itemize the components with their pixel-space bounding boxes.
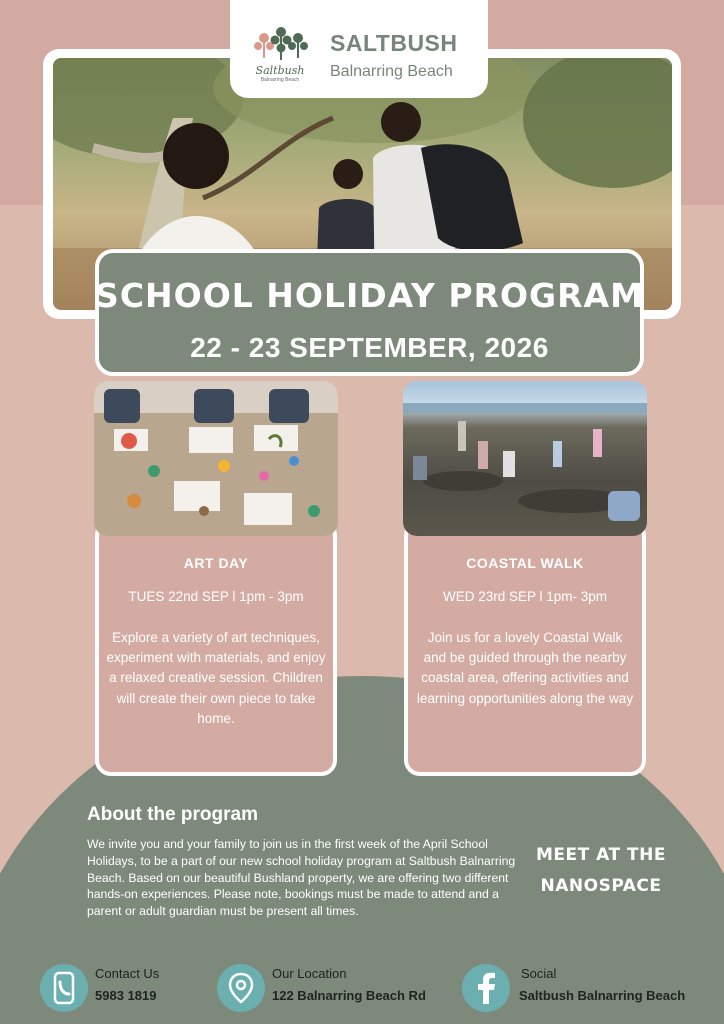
- program-dates: 22 - 23 SEPTEMBER, 2026: [190, 332, 549, 363]
- brand-name: SALTBUSH: [330, 30, 458, 56]
- craft-table-illustration: [94, 381, 338, 536]
- meeting-point: [536, 840, 666, 902]
- coastal-walk-title: COASTAL WALK: [466, 555, 584, 571]
- contact-phone[interactable]: 5983 1819: [95, 988, 157, 1003]
- brand-location: Balnarring Beach: [330, 63, 453, 80]
- art-day-description: Explore a variety of art techniques, experiment with materials, and enjoy a relaxed creative session. Children will create their own piece to take home.: [106, 630, 326, 726]
- program-title: SCHOOL HOLIDAY PROGRAM: [95, 276, 644, 315]
- about-heading: About the program: [87, 804, 258, 825]
- art-day-time: TUES 22nd SEP l 1pm - 3pm: [128, 589, 304, 604]
- logo-subtext: Balnarring Beach: [260, 77, 300, 83]
- about-text: We invite you and your family to join us in the first week of the April School Holidays, to be a part of our new school holiday program at Saltbush Balnarring Beach. Based on our beautiful Bushland property, we are offering two different hands-on experiences. Please note, bookings must be made to attend and a parent or adult guardian must be present all times.: [87, 837, 516, 919]
- coastal-walk-description: Join us for a lovely Coastal Walk and be guided through the nearby coastal area, offering activities and learning opportunities along the way: [416, 630, 634, 706]
- social-label: Social: [521, 966, 557, 981]
- location-address[interactable]: 122 Balnarring Beach Rd: [272, 988, 426, 1003]
- logo-wordmark: Saltbush: [255, 64, 305, 77]
- coastal-walk-photo: [403, 381, 647, 536]
- contact-label: Contact Us: [95, 966, 160, 981]
- art-day-photo: [94, 381, 338, 536]
- social-handle[interactable]: Saltbush Balnarring Beach: [519, 988, 686, 1003]
- meeting-point-line-1: MEET AT THE: [536, 845, 666, 865]
- coastal-walk-time: WED 23rd SEP l 1pm- 3pm: [442, 589, 608, 604]
- location-pin-icon[interactable]: [217, 964, 265, 1012]
- rock-platform-illustration: [403, 381, 647, 536]
- facebook-icon[interactable]: [462, 964, 510, 1012]
- art-day-title: ART DAY: [183, 555, 249, 571]
- phone-icon[interactable]: [40, 964, 88, 1012]
- meeting-point-line-2: NANOSPACE: [540, 876, 662, 896]
- location-label: Our Location: [272, 966, 347, 981]
